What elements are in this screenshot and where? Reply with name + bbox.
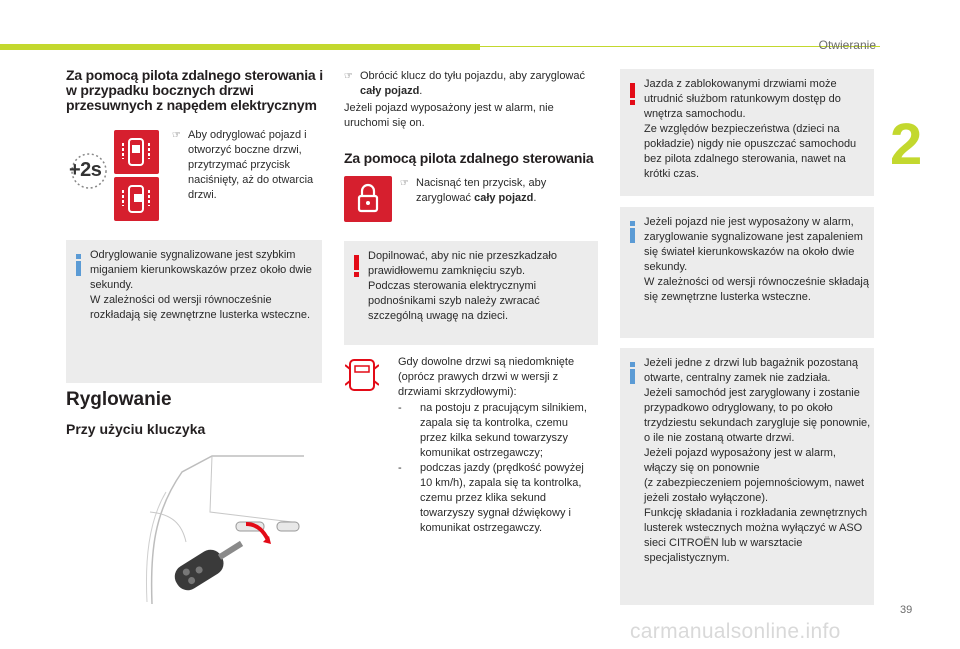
warning-box-locked-driving bbox=[620, 69, 874, 196]
info-no-alarm-text: Jeżeli pojazd nie jest wyposażony w alarm, zaryglowanie sygnalizowane jest zapaleniem się świateł kierunkowskazów na około dwie sekundy. W zależności od wersji równocześnie składają się zewnętrzne lusterka wsteczne. bbox=[644, 216, 869, 303]
remote-sliding-doors-heading: Za pomocą pilota zdalnego sterowania i w przypadku bocznych drzwi przesuwnych z napędem elektrycznym bbox=[66, 67, 323, 113]
info-box-no-alarm bbox=[620, 207, 874, 338]
door-warning-item bbox=[398, 401, 594, 461]
remote-lock-end: . bbox=[533, 192, 537, 204]
timer-2s-icon bbox=[67, 150, 109, 192]
door-warning-list bbox=[398, 401, 594, 536]
header-accent-bar bbox=[0, 44, 480, 50]
lock-button bbox=[344, 176, 392, 222]
list-dash: - bbox=[398, 402, 402, 414]
warning-windows-text: Dopilnować, aby nic nie przeszkadzało prawidłowemu zamknięciu szyb. Podczas sterowania elektrycznymi podnośnikami szyb należy zwracać szczególną uwagę na dzieci. bbox=[368, 250, 557, 322]
timer-label: +2s bbox=[69, 159, 102, 181]
remote-lock-instruction bbox=[400, 176, 592, 206]
ryglowanie-heading: Ryglowanie bbox=[66, 389, 172, 410]
unlock-instruction: ☞ Aby odryglować pojazd i otworzyć boczne drzwi, przytrzymać przycisk naciśnięty, aż do otwarcia drzwi. bbox=[172, 128, 327, 203]
car-door-key-illustration bbox=[142, 452, 304, 604]
watermark: carmanualsonline.info bbox=[630, 620, 841, 643]
info-icon bbox=[76, 254, 81, 276]
door-open-warning-icon bbox=[345, 355, 379, 395]
warning-box-windows bbox=[344, 241, 598, 345]
section-title: Otwieranie bbox=[818, 38, 876, 52]
info-icon bbox=[630, 221, 635, 243]
warning-icon bbox=[354, 255, 359, 277]
key-lock-end: . bbox=[419, 85, 423, 97]
info-box-relock bbox=[620, 348, 874, 605]
warning-locked-text: Jazda z zablokowanymi drzwiami może utrudnić służbom ratunkowym dostęp do wnętrza samochodu. Ze względów bezpieczeństwa (dzieci na pokładzie) nigdy nie opuszczać samochodu bez pilota zdalnego sterowania, nawet na krótki czas. bbox=[644, 78, 857, 180]
unlock-sliding-door-left-button bbox=[114, 130, 159, 174]
unlock-sliding-door-right-button bbox=[114, 177, 159, 221]
remote-lock-bold: cały pojazd bbox=[474, 192, 534, 204]
chapter-number: 2 bbox=[890, 112, 923, 177]
key-lock-bold: cały pojazd bbox=[360, 85, 420, 97]
door-warning-item-text: na postoju z pracującym silnikiem, zapala się ta kontrolka, czemu przez kilka sekund towarzyszy komunikat ostrzegawczy; bbox=[420, 402, 587, 459]
door-warning-item bbox=[398, 461, 594, 536]
warning-icon bbox=[630, 83, 635, 105]
key-locking-subheading: Przy użyciu kluczyka bbox=[66, 421, 206, 437]
info-icon bbox=[630, 362, 635, 384]
remote-locking-heading: Za pomocą pilota zdalnego sterowania bbox=[344, 150, 594, 166]
page-number: 39 bbox=[900, 604, 913, 616]
list-dash: - bbox=[398, 462, 402, 474]
key-lock-text: Obrócić klucz do tyłu pojazdu, aby zaryglować bbox=[360, 70, 585, 82]
door-warning-item-text: podczas jazdy (prędkość powyżej 10 km/h), zapala się ta kontrolka, czemu przez klika sekund towarzyszy sygnał dźwiękowy i komunikat ostrzegawczy. bbox=[420, 462, 584, 534]
info-relock-text: Jeżeli jedne z drzwi lub bagażnik pozostaną otwarte, centralny zamek nie zadziała. Jeżeli samochód jest zaryglowany i zostanie przypadkowo odryglowany, to po około trzydziestu sekundach zarygluje się ponownie, o ile nie zostaną otwarte drzwi. Jeżeli pojazd wyposażony jest w alarm, włączy się on ponownie (z zabezpieczeniem pojemnościowym, nawet jeżeli zostało wyłączone). Funkcję składania i rozkładania zewnętrznych lusterek wstecznych można wyłączyć w ASO sieci CITROËN lub w warsztacie specjalistycznym. bbox=[644, 357, 871, 564]
alarm-note: Jeżeli pojazd wyposażony jest w alarm, nie uruchomi się on. bbox=[344, 102, 554, 129]
door-warning-intro: Gdy dowolne drzwi są niedomknięte (oprócz prawych drzwi w wersji z drzwiami skrzydłowymi): bbox=[398, 356, 575, 398]
remote-lock-text: Nacisnąć ten przycisk, aby zaryglować bbox=[416, 177, 547, 204]
key-lock-instruction bbox=[344, 69, 594, 99]
info-unlock-text: Odryglowanie sygnalizowane jest szybkim miganiem kierunkowskazów przez około dwie sekundy. W zależności od wersji równocześnie rozkładają się zewnętrzne lusterka wsteczne. bbox=[90, 249, 312, 321]
info-box-unlock bbox=[66, 240, 322, 383]
